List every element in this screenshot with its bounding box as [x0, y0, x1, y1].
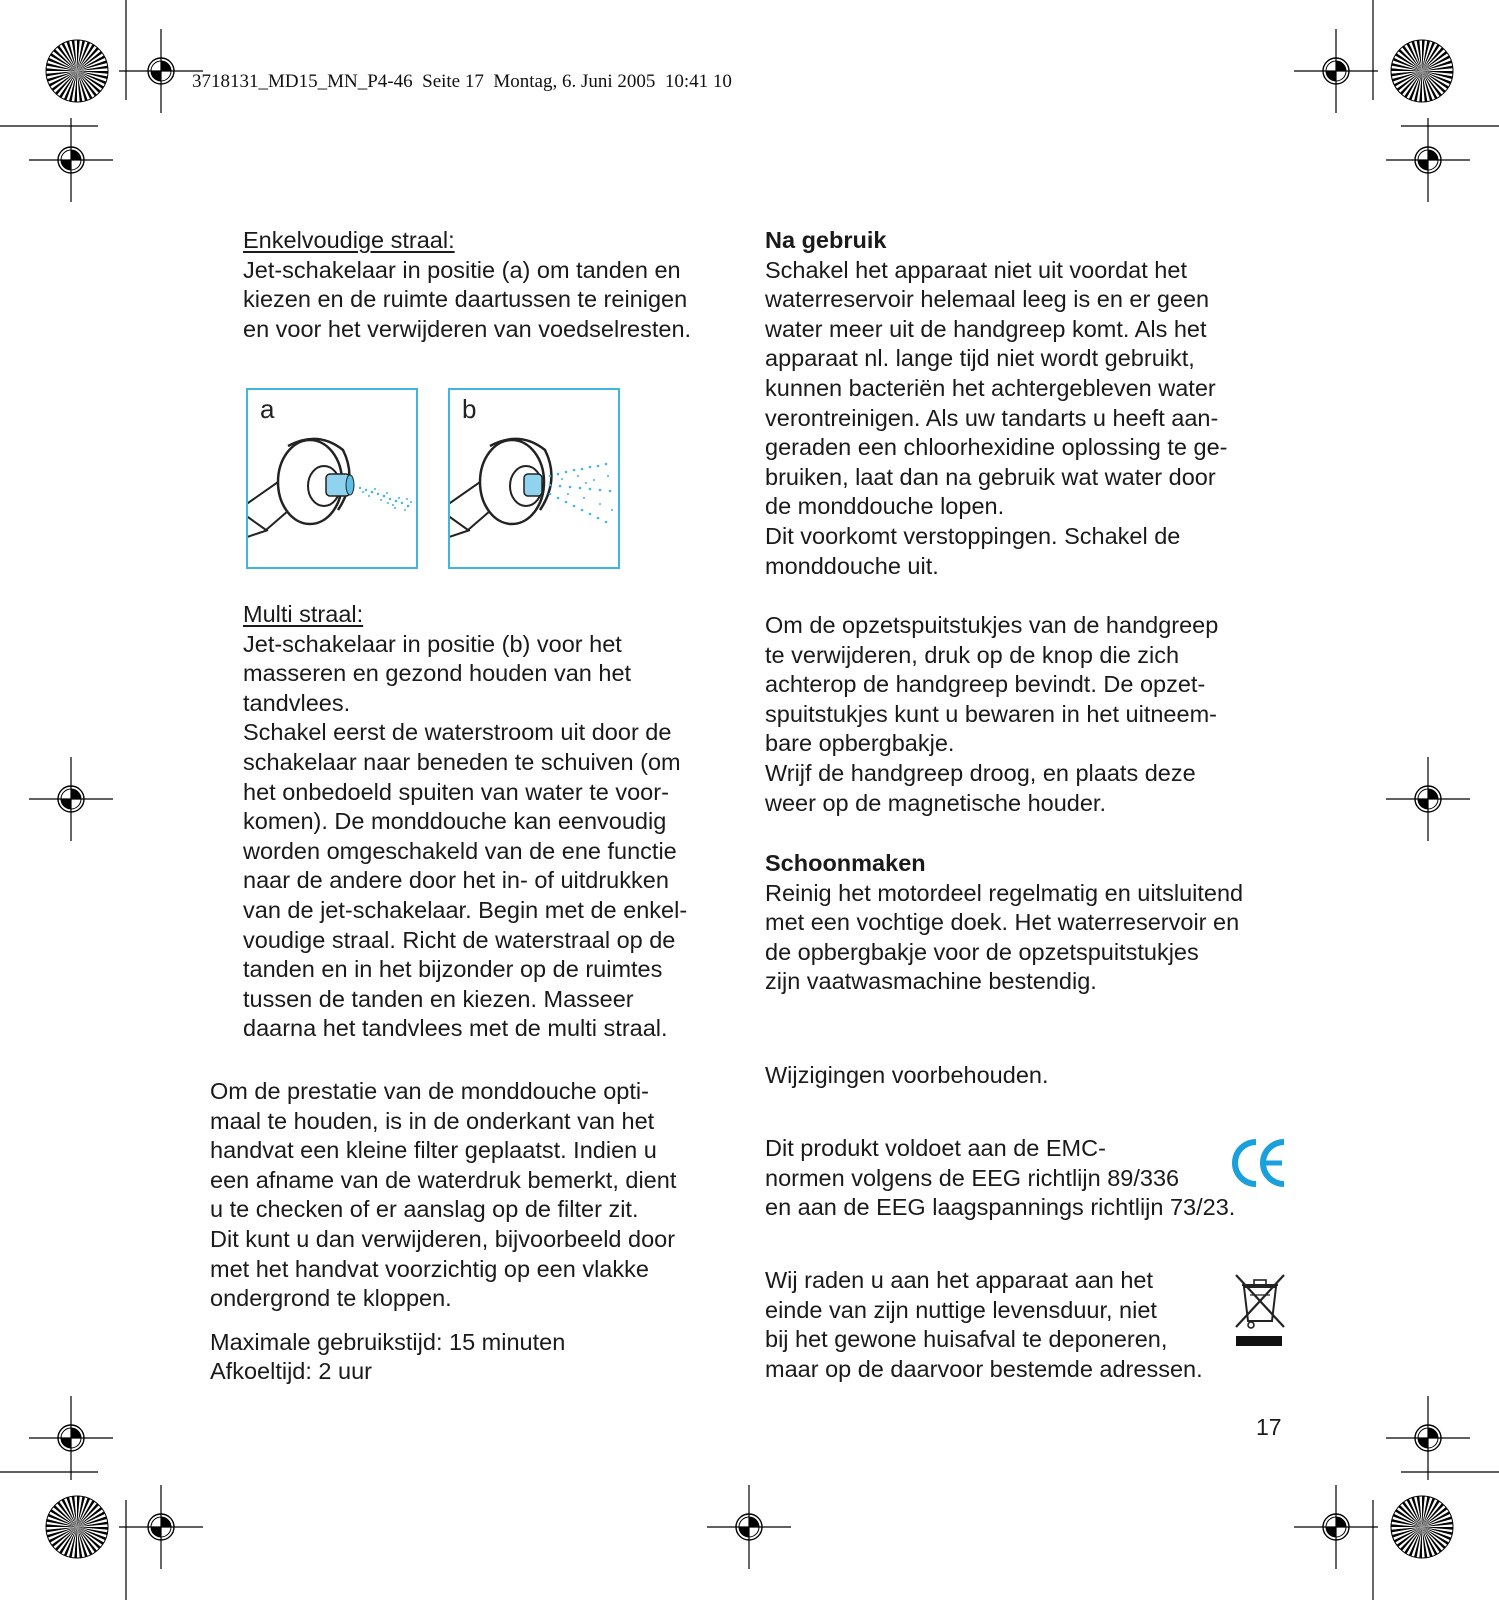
ce-mark-icon [1232, 1138, 1288, 1188]
cooling-time: Afkoeltijd: 2 uur [210, 1358, 372, 1385]
usage-time: Maximale gebruikstijd: 15 minuten [210, 1328, 566, 1355]
multi-jet-heading: Multi straal: [243, 601, 364, 627]
single-jet-section [243, 226, 743, 344]
registration-mark-icon [29, 118, 113, 202]
changes-text: Wijzigingen voorbehouden. [765, 1062, 1049, 1088]
figure-b-label: b [462, 394, 477, 424]
filter-text: Om de prestatie van de monddouche opti- maal te houden, is in de onderkant van het handvat een kleine filter geplaatst. Indien u een afname van de waterdruk bemerkt, dient u te checken of er aanslag op de filter zit. Dit kunt u dan verwijderen, bijvoorbeeld door met het handvat voorzichtig op een vlakke ondergrond te kloppen. [210, 1078, 677, 1312]
crossed-out-bin-icon [1234, 1273, 1286, 1353]
registration-mark-icon [1294, 29, 1378, 113]
after-use-text: Schakel het apparaat niet uit voordat het waterreservoir helemaal leeg is en er geen water meer uit de handgreep komt. Als het apparaat nl. lange tijd niet wordt gebruikt, kunnen bacteriën het achtergebleven water verontreinigen. Als uw tandarts u heeft aan- geraden een chloorhexidine oplossing te ge- bruiken, laat dan na gebruik wat water door de monddouche lopen. Dit voorkomt verstoppingen. Schakel de monddouche uit. [765, 256, 1228, 579]
starburst-icon [1391, 40, 1453, 102]
registration-mark-icon [1386, 757, 1470, 841]
multi-jet-section [243, 600, 743, 1044]
figure-multi-jet [448, 388, 620, 569]
cleaning-section [765, 849, 1285, 997]
changes-section [765, 1061, 1285, 1091]
starburst-icon [46, 1496, 108, 1558]
multi-jet-text: Jet-schakelaar in positie (b) voor het masseren en gezond houden van het tandvlees. Schakel eerst de waterstroom uit door de schakelaar naar beneden te schuiven (om het onbedoeld spuiten van water te voor- komen). De monddouche kan eenvoudig worden omgeschakeld van de ene functie naar de andere door het in- of uitdrukken van de jet-schakelaar. Begin met de enkel- voudige straal. Richt de waterstraal op de tanden en in het bijzonder op de ruimtes tussen de tanden en kiezen. Masseer daarna het tandvlees met de multi straal. [243, 630, 688, 1042]
print-slug: 3718131_MD15_MN_P4-46 Seite 17 Montag, 6. Juni 2005 10:41 10 [192, 71, 732, 92]
emc-section [765, 1134, 1285, 1223]
cleaning-text: Reinig het motordeel regelmatig en uitsluitend met een vochtige doek. Het waterreservoir en de opbergbakje voor de opzetspuitstukjes zijn vaatwasmachine bestendig. [765, 879, 1244, 995]
after-use-heading: Na gebruik [765, 227, 887, 253]
single-jet-text: Jet-schakelaar in positie (a) om tanden en kiezen en de ruimte daartussen te reinigen en voor het verwijderen van voedselresten. [243, 256, 692, 342]
registration-mark-icon [1294, 1485, 1378, 1569]
single-jet-heading: Enkelvoudige straal: [243, 227, 455, 253]
after-use-section [765, 226, 1285, 581]
disposal-text: Wij raden u aan het apparaat aan het einde van zijn nuttige levensduur, niet bij het gewone huisafval te deponeren, maar op de daarvoor bestemde adressen. [765, 1267, 1203, 1382]
registration-mark-icon [29, 1396, 113, 1480]
filter-section [210, 1077, 743, 1387]
figure-single-jet [246, 388, 418, 569]
page-number: 17 [1256, 1414, 1282, 1440]
figure-a-label: a [260, 394, 275, 424]
registration-mark-icon [119, 29, 203, 113]
registration-mark-icon [1386, 118, 1470, 202]
registration-mark-icon [1386, 1396, 1470, 1480]
registration-mark-icon [29, 757, 113, 841]
starburst-icon [46, 40, 108, 102]
nozzle-text: Om de opzetspuitstukjes van de handgreep te verwijderen, druk op de knop die zich achterop de handgreep bevindt. De opzet- spuitstukjes kunt u bewaren in het uitneem- bare opbergbakje. Wrijf de handgreep droog, en plaats deze weer op de magnetische houder. [765, 612, 1219, 816]
starburst-icon [1391, 1496, 1453, 1558]
nozzle-section [765, 611, 1285, 818]
disposal-section [765, 1266, 1235, 1384]
registration-mark-icon [119, 1485, 203, 1569]
cleaning-heading: Schoonmaken [765, 850, 926, 876]
registration-mark-icon [707, 1485, 791, 1569]
emc-text: Dit produkt voldoet aan de EMC- normen volgens de EEG richtlijn 89/336 en aan de EEG laagspannings richtlijn 73/23. [765, 1135, 1236, 1221]
